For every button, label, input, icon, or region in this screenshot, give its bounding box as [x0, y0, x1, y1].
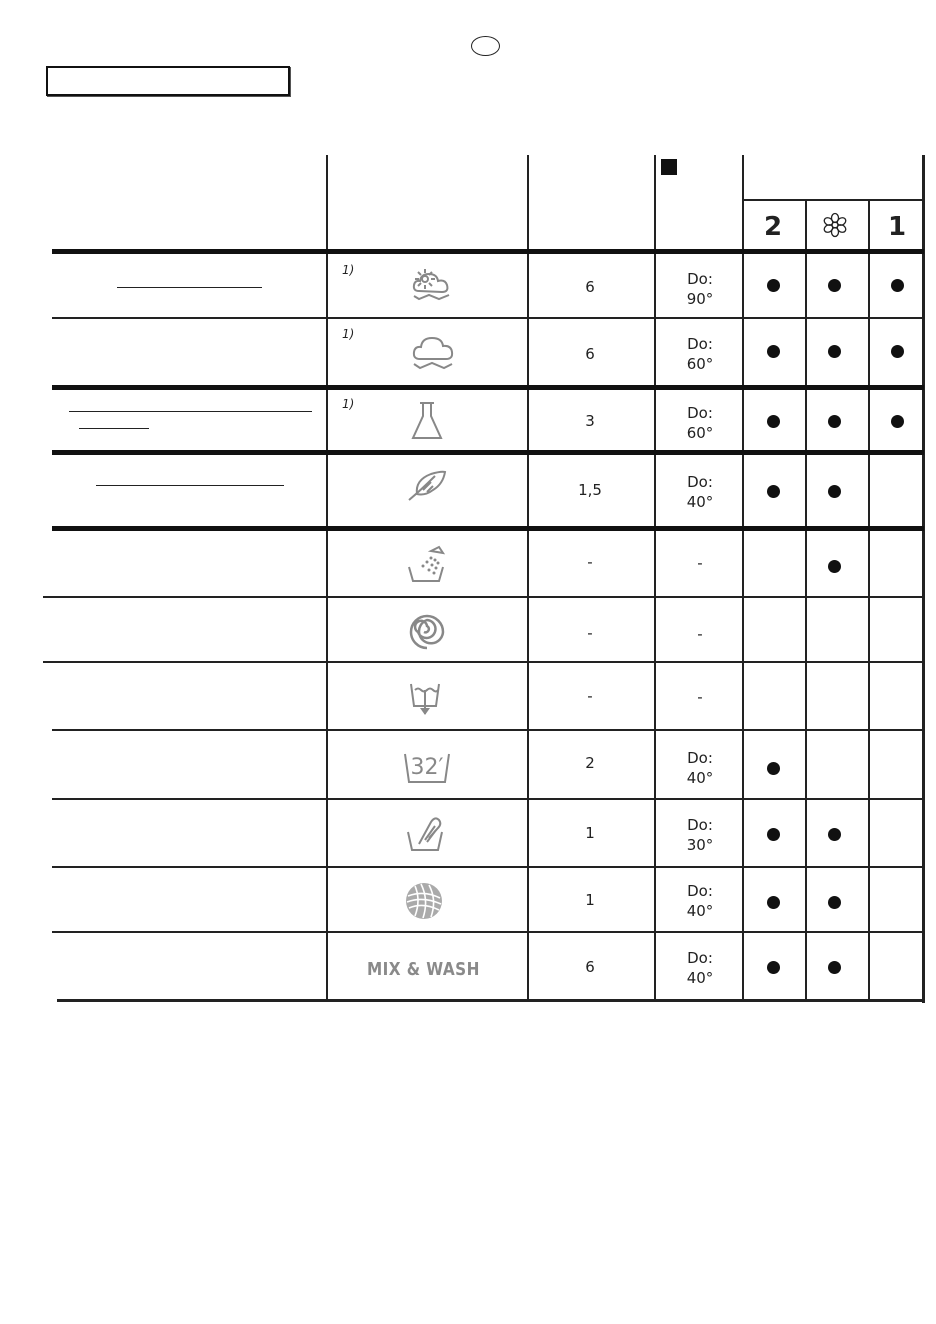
temp-value: 30° [686, 836, 714, 854]
availability-dot [828, 560, 841, 573]
temp-cell [660, 334, 740, 374]
temp-value: 90° [686, 290, 714, 308]
col-2-label: 2 [763, 212, 783, 242]
footnote-marker: 1) [342, 327, 355, 341]
availability-dot [828, 279, 841, 292]
filled-square-icon [661, 159, 677, 175]
temp-value: 40° [686, 969, 714, 987]
availability-dot [891, 279, 904, 292]
temp-label: Do: [687, 404, 713, 422]
load-value: - [587, 624, 593, 642]
temp-cell [660, 748, 740, 788]
availability-dot [767, 828, 780, 841]
flower-icon [822, 212, 848, 238]
availability-dot [891, 415, 904, 428]
temp-value: 60° [686, 424, 714, 442]
load-value: - [587, 687, 593, 705]
temp-label: Do: [687, 816, 713, 834]
availability-dot [828, 485, 841, 498]
temp-value: 40° [686, 493, 714, 511]
availability-dot [767, 485, 780, 498]
availability-dot [767, 896, 780, 909]
header-subline [742, 199, 924, 201]
temp-cell [660, 403, 740, 443]
availability-dot [828, 828, 841, 841]
load-value: 6 [585, 278, 595, 296]
mix-wash-icon: MIX & WASH [367, 959, 480, 980]
temp-label: Do: [687, 749, 713, 767]
availability-dot [767, 762, 780, 775]
drain-icon [408, 680, 442, 718]
wool-icon [403, 880, 445, 922]
col-divider [326, 155, 328, 1001]
temp-cell [660, 815, 740, 855]
col-divider [527, 155, 529, 1001]
rapid-32-icon [402, 748, 452, 786]
temp-label: Do: [687, 949, 713, 967]
temp-value: - [697, 625, 703, 643]
row-divider-thick [52, 526, 924, 531]
cotton-icon [410, 333, 456, 373]
col-divider [805, 200, 807, 1001]
row-divider [52, 729, 924, 731]
temp-value: - [697, 554, 703, 572]
row-divider [43, 661, 924, 663]
label-underline [69, 411, 312, 412]
load-value: 6 [585, 345, 595, 363]
col-1-label: 1 [887, 212, 907, 242]
temp-cell [660, 472, 740, 512]
cotton-prewash-icon [407, 265, 459, 305]
load-value: 3 [585, 412, 595, 430]
footnote-marker: 1) [342, 397, 355, 411]
load-value: 2 [585, 754, 595, 772]
temp-label: Do: [687, 335, 713, 353]
col-divider [868, 200, 870, 1001]
temp-value: 40° [686, 769, 714, 787]
temp-value: 40° [686, 902, 714, 920]
flask-icon [410, 400, 444, 442]
availability-dot [767, 279, 780, 292]
temp-cell [660, 948, 740, 988]
load-value: - [587, 553, 593, 571]
col-divider [654, 155, 656, 1001]
load-value: 1 [585, 824, 595, 842]
load-value: 1,5 [578, 481, 602, 499]
availability-dot [828, 415, 841, 428]
availability-dot [767, 415, 780, 428]
rapid-32-text: 32′ [410, 755, 444, 780]
temp-cell [660, 687, 740, 707]
row-divider [52, 931, 924, 933]
temp-value: 60° [686, 355, 714, 373]
temp-cell [660, 269, 740, 309]
temp-value: - [697, 688, 703, 706]
rinse-icon [405, 545, 447, 585]
row-divider [52, 798, 924, 800]
row-divider [43, 596, 924, 598]
table-bottom-border [57, 999, 924, 1002]
availability-dot [828, 961, 841, 974]
label-underline [96, 485, 284, 486]
availability-dot [828, 345, 841, 358]
label-underline [79, 428, 149, 429]
spin-icon [407, 612, 447, 652]
language-oval [471, 36, 500, 56]
load-value: 1 [585, 891, 595, 909]
col-divider [742, 155, 744, 1001]
availability-dot [767, 345, 780, 358]
temp-label: Do: [687, 270, 713, 288]
temp-cell [660, 881, 740, 921]
load-value: 6 [585, 958, 595, 976]
row-divider-thick [52, 385, 924, 390]
header-bottom-border [52, 249, 924, 254]
temp-cell [660, 624, 740, 644]
row-divider [52, 317, 924, 319]
row-divider-thick [52, 450, 924, 455]
availability-dot [891, 345, 904, 358]
table-right-border [922, 155, 925, 1003]
title-box [46, 66, 290, 96]
label-underline [117, 287, 262, 288]
footnote-marker: 1) [342, 263, 355, 277]
temp-cell [660, 553, 740, 573]
availability-dot [767, 961, 780, 974]
handwash-icon [405, 814, 447, 854]
temp-label: Do: [687, 882, 713, 900]
temp-label: Do: [687, 473, 713, 491]
availability-dot [828, 896, 841, 909]
row-divider [52, 866, 924, 868]
feather-icon [405, 468, 449, 504]
